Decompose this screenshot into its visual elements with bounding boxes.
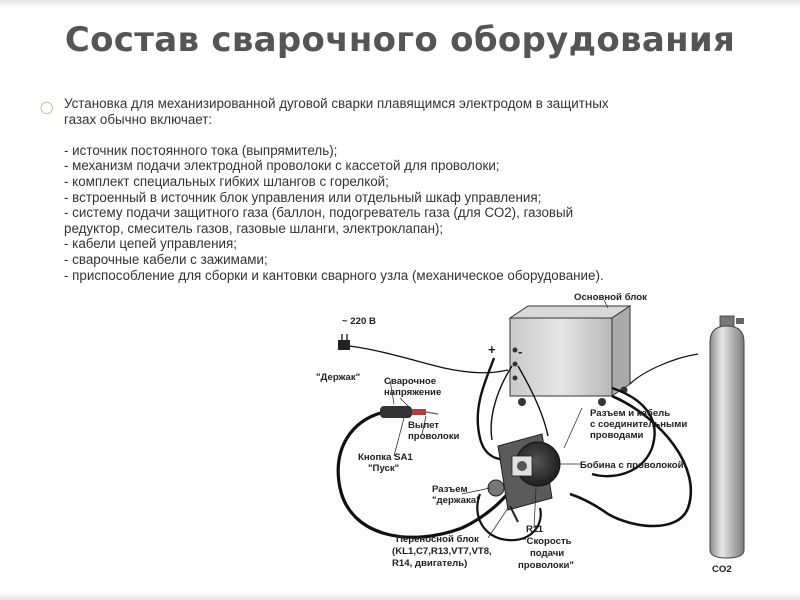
gas-cylinder xyxy=(710,316,744,558)
list-line: - систему подачи защитного газа (баллон, подогреватель газа (для СО2), газовый xyxy=(64,205,574,221)
list-line: - приспособление для сборки и кантовки сварного узла (механическое оборудование). xyxy=(64,267,604,283)
wire-out-label: проволоки xyxy=(408,431,460,442)
list-line: - источник постоянного тока (выпрямитель); xyxy=(64,142,338,158)
list-line: - комплект специальных гибких шлангов с горелкой; xyxy=(64,173,389,189)
portable-block-label: (KL1,C7,R13,VT7,VT8, xyxy=(392,546,492,557)
start-button-label: Кнопка SA1 xyxy=(358,452,413,463)
bullet-icon: ◯ xyxy=(40,100,54,114)
minus-label: - xyxy=(518,344,523,359)
power-plug-icon xyxy=(338,334,350,350)
connector-cable-label: Разъем и кабель xyxy=(590,408,671,419)
intro-line: Установка для механизированной дуговой сварки плавящимся электродом в защитных xyxy=(64,96,609,111)
main-block-unit xyxy=(510,306,630,406)
connector-cable-label: проводами xyxy=(590,430,644,441)
slide-title: Состав сварочного оборудования xyxy=(64,20,736,60)
r11-label: R11 xyxy=(526,524,544,535)
spool-label: Бобина с проволокой xyxy=(580,460,684,471)
slide-bottom-edge xyxy=(0,592,800,600)
weld-voltage-label: Сварочное xyxy=(384,376,437,387)
weld-voltage-label: напряжение xyxy=(384,387,442,398)
list-line: - сварочные кабели с зажимами; xyxy=(64,251,268,267)
holder-connector-label: "держака" xyxy=(432,495,481,506)
paragraph-gap xyxy=(64,127,764,143)
wire-out-label: Вылет xyxy=(408,420,439,431)
plus-label: + xyxy=(488,342,496,357)
list-line: редуктор, смеситель газов, газовые шланги, электроклапан); xyxy=(64,220,444,236)
portable-block-label: R14, двигатель) xyxy=(392,558,468,569)
list-line: - встроенный в источник блок управления или отдельный шкаф управления; xyxy=(64,189,542,205)
holder-connector-label: Разъем xyxy=(432,484,468,495)
list-line: - механизм подачи электродной проволоки с кассетой для проволоки; xyxy=(64,158,500,174)
intro-line: газах обычно включает: xyxy=(64,111,213,127)
welding-diagram xyxy=(312,288,762,580)
holder-label: "Держак" xyxy=(316,372,361,383)
connector-cable-label: с соединительными xyxy=(590,419,688,430)
r11-label: проволоки" xyxy=(518,560,574,571)
slide-body-text xyxy=(64,96,764,283)
slide-top-edge xyxy=(0,0,800,8)
r11-label: подачи xyxy=(530,548,565,559)
welding-equipment-figure xyxy=(312,288,762,580)
r11-label: "Скорость xyxy=(522,536,572,547)
power-label: ~ 220 В xyxy=(342,316,376,327)
welding-torch xyxy=(380,406,438,418)
co2-label: CO2 xyxy=(712,564,732,575)
start-button-label: "Пуск" xyxy=(368,463,400,474)
list-line: - кабели цепей управления; xyxy=(64,236,237,252)
portable-block-label: Переносной блок xyxy=(396,534,479,545)
portable-feeder-block xyxy=(488,434,560,522)
main-block-label: Основной блок xyxy=(574,292,647,303)
